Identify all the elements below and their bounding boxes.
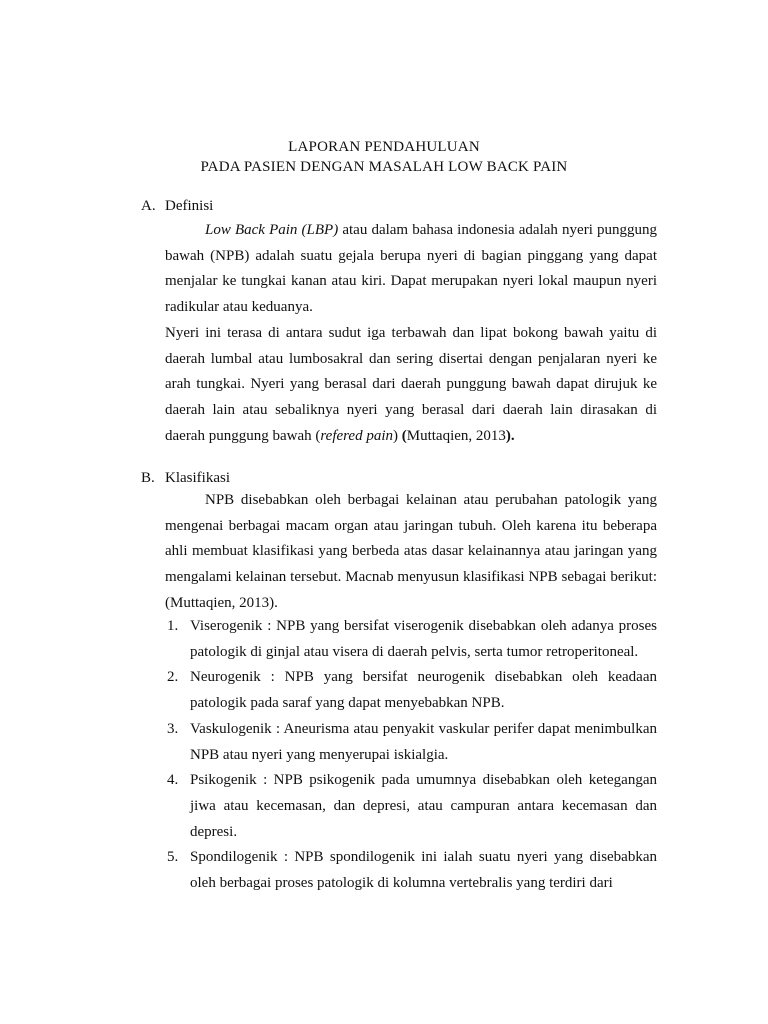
definition-paragraph-2-text: Nyeri ini terasa di antara sudut iga terbawah dan lipat bokong bawah yaitu di daerah lumbal atau lumbosakral dan sering disertai dengan penjalaran nyeri ke arah tungkai. Nyeri yang berasal dari daerah punggung bawah dapat dirujuk ke daerah lain atau sebaliknya nyeri yang berasal dari daerah lain dirasakan di daerah punggung bawah ( (165, 324, 657, 444)
document-title-line-1: LAPORAN PENDAHULUAN (288, 139, 480, 155)
section-a-title: Definisi (165, 198, 214, 214)
list-item-text: Neurogenik : NPB yang bersifat neurogenik disebabkan oleh keadaan patologik pada saraf yang dapat menyebabkan NPB. (190, 669, 657, 712)
document-title-line-2: PADA PASIEN DENGAN MASALAH LOW BACK PAIN (200, 159, 568, 175)
list-item (165, 717, 657, 768)
list-item-number: 1. (167, 618, 179, 634)
classification-list (165, 614, 657, 897)
definition-paragraph-1-text: atau dalam bahasa indonesia adalah nyeri punggung bawah (NPB) adalah suatu gejala berupa nyeri di bagian pinggang yang dapat menjalar ke tungkai kanan atau kiri. Dapat merupakan nyeri lokal maupun nyeri radikular atau keduanya. (165, 222, 657, 316)
list-item-text: Psikogenik : NPB psikogenik pada umumnya disebabkan oleh ketegangan jiwa atau kecemasan, dan depresi, atau campuran antara kecemasan dan depresi. (190, 772, 657, 840)
citation-open-paren: ( (401, 427, 407, 444)
list-item-text: Viserogenik : NPB yang bersifat viserogenik disebabkan oleh adanya proses patologik di ginjal atau visera di daerah pelvis, serta tumor retroperitoneal. (190, 618, 657, 660)
section-b-heading (141, 468, 230, 488)
classification-intro-paragraph: NPB disebabkan oleh berbagai kelainan atau perubahan patologik yang mengenai berbagai macam organ atau jaringan tubuh. Oleh karena itu beberapa ahli membuat klasifikasi yang berbeda atas dasar kelainannya atau jaringan yang mengalami kelainan tersebut. Macnab menyusun klasifikasi NPB sebagai berikut: (Muttaqien, 2013). (165, 492, 657, 611)
list-item-number: 4. (167, 772, 179, 789)
list-item (165, 665, 657, 716)
list-item-text: Spondilogenik : NPB spondilogenik ini ialah suatu nyeri yang disebabkan oleh berbagai proses patologik di kolumna vertebralis yang terdiri dari (190, 849, 657, 892)
section-a-letter: A. (141, 198, 156, 214)
definition-paragraph-2-close: ) (393, 427, 402, 444)
lbp-term: Low Back Pain (LBP) (205, 222, 339, 238)
list-item-number: 3. (167, 720, 179, 737)
definition-paragraph-1 (165, 218, 657, 321)
definition-paragraph-2 (165, 321, 657, 450)
section-a-body (165, 218, 657, 449)
list-item (165, 614, 657, 665)
list-item (165, 845, 657, 896)
citation-text: Muttaqien, 2013 (406, 427, 506, 444)
section-b-letter: B. (141, 470, 155, 486)
section-a-heading (141, 196, 213, 216)
section-b-intro (165, 488, 657, 617)
section-b-title: Klasifikasi (165, 470, 230, 486)
list-item-number: 5. (167, 849, 179, 866)
list-item (165, 768, 657, 845)
refered-pain-term: refered pain (320, 427, 393, 444)
list-item-number: 2. (167, 669, 179, 686)
citation-close-paren: ). (505, 427, 515, 444)
list-item-text: Vaskulogenik : Aneurisma atau penyakit vaskular perifer dapat menimbulkan NPB atau nyeri yang menyerupai iskialgia. (190, 720, 657, 763)
